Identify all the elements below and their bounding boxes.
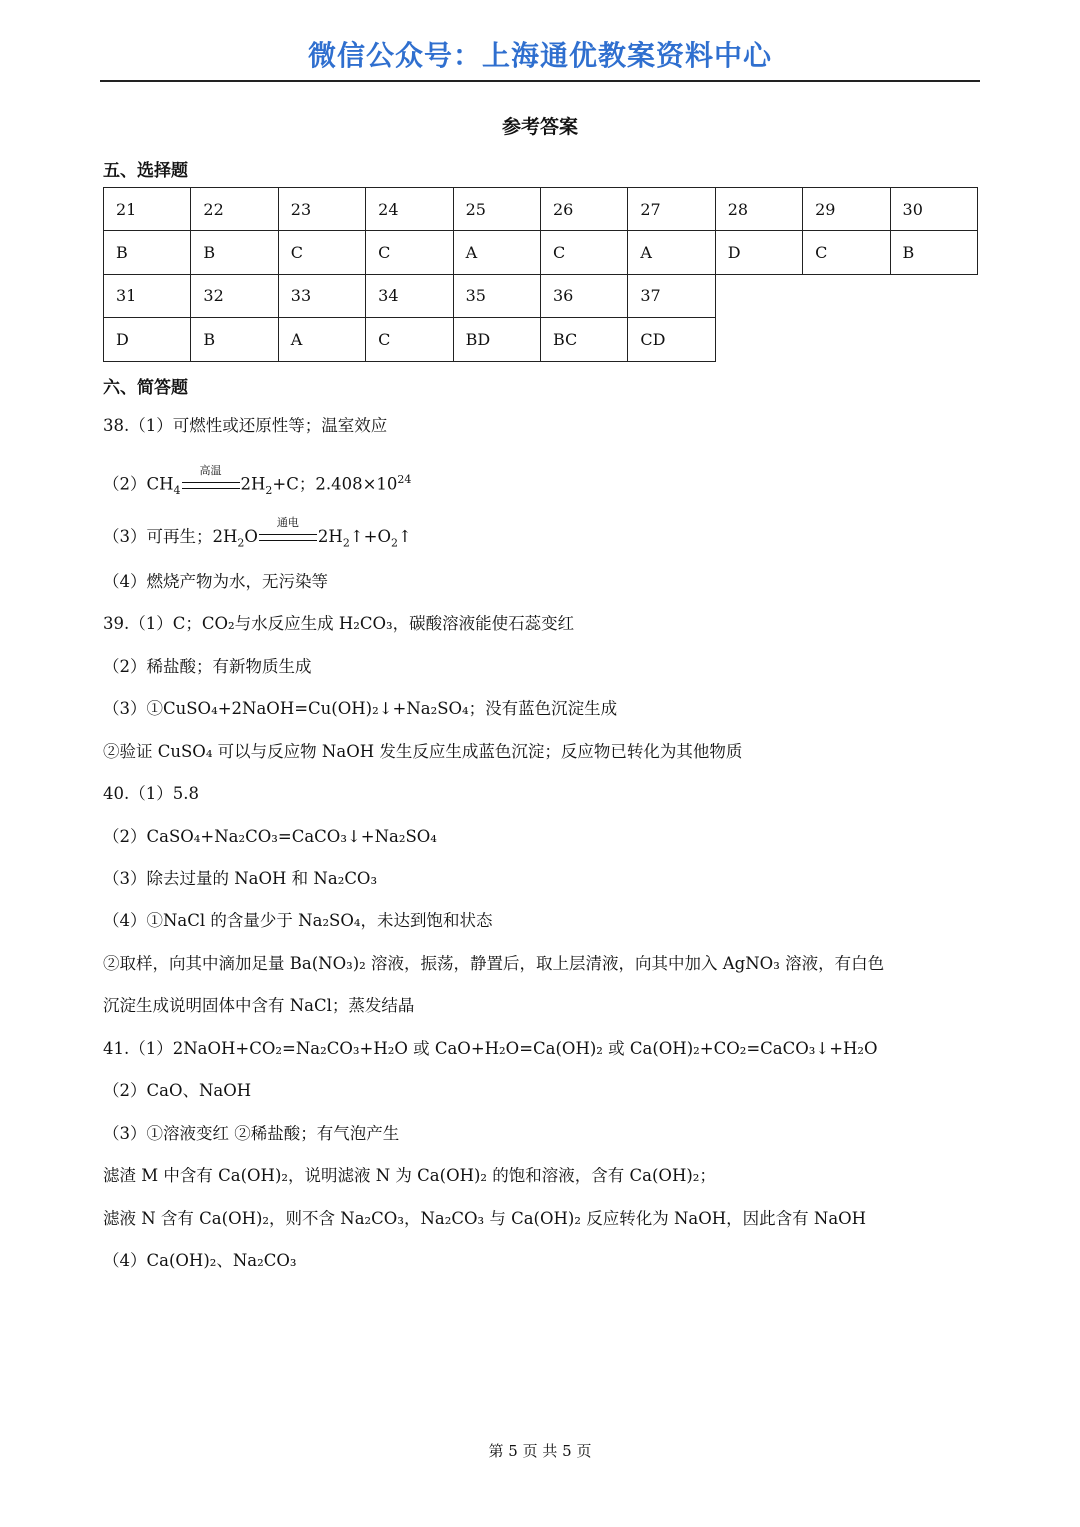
answer-38-2: $(2)CH_4$ 高温 $2H_2+C$；$2.408\times 10^{24}$ bbox=[103, 463, 412, 497]
page-number: 第 5 页 共 5 页 bbox=[488, 1442, 592, 1460]
answer-41-1: 41.（1）2NaOH+CO₂=Na₂CO₃+H₂O 或 CaO+H₂O=Ca(OH)₂ 或 Ca(OH)₂+CO₂=CaCO₃↓+H₂O bbox=[103, 1039, 878, 1058]
table-cell: A bbox=[453, 231, 540, 274]
reaction-arrow-electrolysis: 通电 bbox=[258, 526, 318, 548]
table-cell: 35 bbox=[453, 274, 540, 317]
table-cell: 37 bbox=[628, 274, 715, 317]
table-row bbox=[104, 188, 978, 231]
answer-40-4: （4）①NaCl 的含量少于 Na₂SO₄，未达到饱和状态 bbox=[103, 911, 493, 930]
answer-41-3: （3）①溶液变红 ②稀盐酸；有气泡产生 bbox=[103, 1124, 400, 1143]
table-cell: C bbox=[278, 231, 365, 274]
reaction-arrow-high-temp: 高温 bbox=[181, 474, 241, 496]
table-cell: 29 bbox=[803, 188, 890, 231]
answer-38-1: 38.（1）可燃性或还原性等；温室效应 bbox=[103, 416, 388, 435]
table-cell: C bbox=[803, 231, 890, 274]
table-cell: C bbox=[366, 318, 453, 361]
empty-cell bbox=[715, 318, 802, 361]
table-cell: B bbox=[191, 318, 278, 361]
answer-41-6: （4）Ca(OH)₂、Na₂CO₃ bbox=[103, 1251, 297, 1270]
answer-41-5: 滤液 N 含有 Ca(OH)₂，则不含 Na₂CO₃，Na₂CO₃ 与 Ca(OH)₂ 反应转化为 NaOH，因此含有 NaOH bbox=[103, 1209, 867, 1228]
answer-39-3: （3）①CuSO₄+2NaOH=Cu(OH)₂↓+Na₂SO₄；没有蓝色沉淀生成 bbox=[103, 699, 618, 718]
table-cell: 26 bbox=[540, 188, 627, 231]
table-cell: 30 bbox=[890, 188, 977, 231]
table-row bbox=[104, 274, 978, 317]
answer-39-1: 39.（1）C；CO₂与水反应生成 H₂CO₃，碳酸溶液能使石蕊变红 bbox=[103, 614, 575, 633]
header-title: 微信公众号：上海通优教案资料中心 bbox=[307, 39, 772, 72]
answer-40-1: 40.（1）5.8 bbox=[103, 784, 199, 803]
document-title: 参考答案 bbox=[501, 116, 578, 138]
table-cell: BC bbox=[540, 318, 627, 361]
table-cell: 34 bbox=[366, 274, 453, 317]
table-cell: D bbox=[104, 318, 191, 361]
table-cell: 21 bbox=[104, 188, 191, 231]
watermark-header bbox=[100, 36, 980, 82]
answer-39-2: （2）稀盐酸；有新物质生成 bbox=[103, 657, 312, 676]
table-cell: C bbox=[540, 231, 627, 274]
section-heading-choice: 五、选择题 bbox=[103, 161, 188, 181]
table-cell: 23 bbox=[278, 188, 365, 231]
table-cell: 24 bbox=[366, 188, 453, 231]
table-cell: BD bbox=[453, 318, 540, 361]
table-row bbox=[104, 231, 978, 274]
answer-41-2: （2）CaO、NaOH bbox=[103, 1081, 252, 1100]
answer-41-4: 滤渣 M 中含有 Ca(OH)₂，说明滤液 N 为 Ca(OH)₂ 的饱和溶液，含有 Ca(OH)₂； bbox=[103, 1166, 716, 1185]
answer-38-3: （3）可再生；$2H_2O$ 通电 $2H_2↑+O_2↑$ bbox=[103, 516, 412, 550]
table-cell: B bbox=[104, 231, 191, 274]
table-cell: B bbox=[890, 231, 977, 274]
empty-cell bbox=[890, 274, 977, 317]
answer-table bbox=[103, 187, 978, 362]
table-cell: C bbox=[366, 231, 453, 274]
table-cell: 25 bbox=[453, 188, 540, 231]
answer-40-5: ②取样，向其中滴加足量 Ba(NO₃)₂ 溶液，振荡，静置后，取上层清液，向其中加入 AgNO₃ 溶液，有白色 bbox=[103, 954, 885, 973]
table-cell: A bbox=[628, 231, 715, 274]
table-cell: 36 bbox=[540, 274, 627, 317]
table-cell: CD bbox=[628, 318, 715, 361]
answer-40-3: （3）除去过量的 NaOH 和 Na₂CO₃ bbox=[103, 869, 378, 888]
table-cell: 32 bbox=[191, 274, 278, 317]
table-row bbox=[104, 318, 978, 361]
empty-cell bbox=[803, 274, 890, 317]
section-heading-short-answer: 六、简答题 bbox=[103, 378, 188, 398]
answer-40-6: 沉淀生成说明固体中含有 NaCl；蒸发结晶 bbox=[103, 996, 415, 1015]
answer-40-2: （2）CaSO₄+Na₂CO₃=CaCO₃↓+Na₂SO₄ bbox=[103, 827, 437, 846]
table-cell: D bbox=[715, 231, 802, 274]
table-cell: 31 bbox=[104, 274, 191, 317]
answer-39-4: ②验证 CuSO₄ 可以与反应物 NaOH 发生反应生成蓝色沉淀；反应物已转化为其他物质 bbox=[103, 742, 743, 761]
table-cell: B bbox=[191, 231, 278, 274]
empty-cell bbox=[715, 274, 802, 317]
table-cell: 28 bbox=[715, 188, 802, 231]
table-cell: 33 bbox=[278, 274, 365, 317]
empty-cell bbox=[803, 318, 890, 361]
table-cell: 22 bbox=[191, 188, 278, 231]
empty-cell bbox=[890, 318, 977, 361]
table-cell: 27 bbox=[628, 188, 715, 231]
table-cell: A bbox=[278, 318, 365, 361]
answer-38-4: （4）燃烧产物为水，无污染等 bbox=[103, 572, 328, 591]
